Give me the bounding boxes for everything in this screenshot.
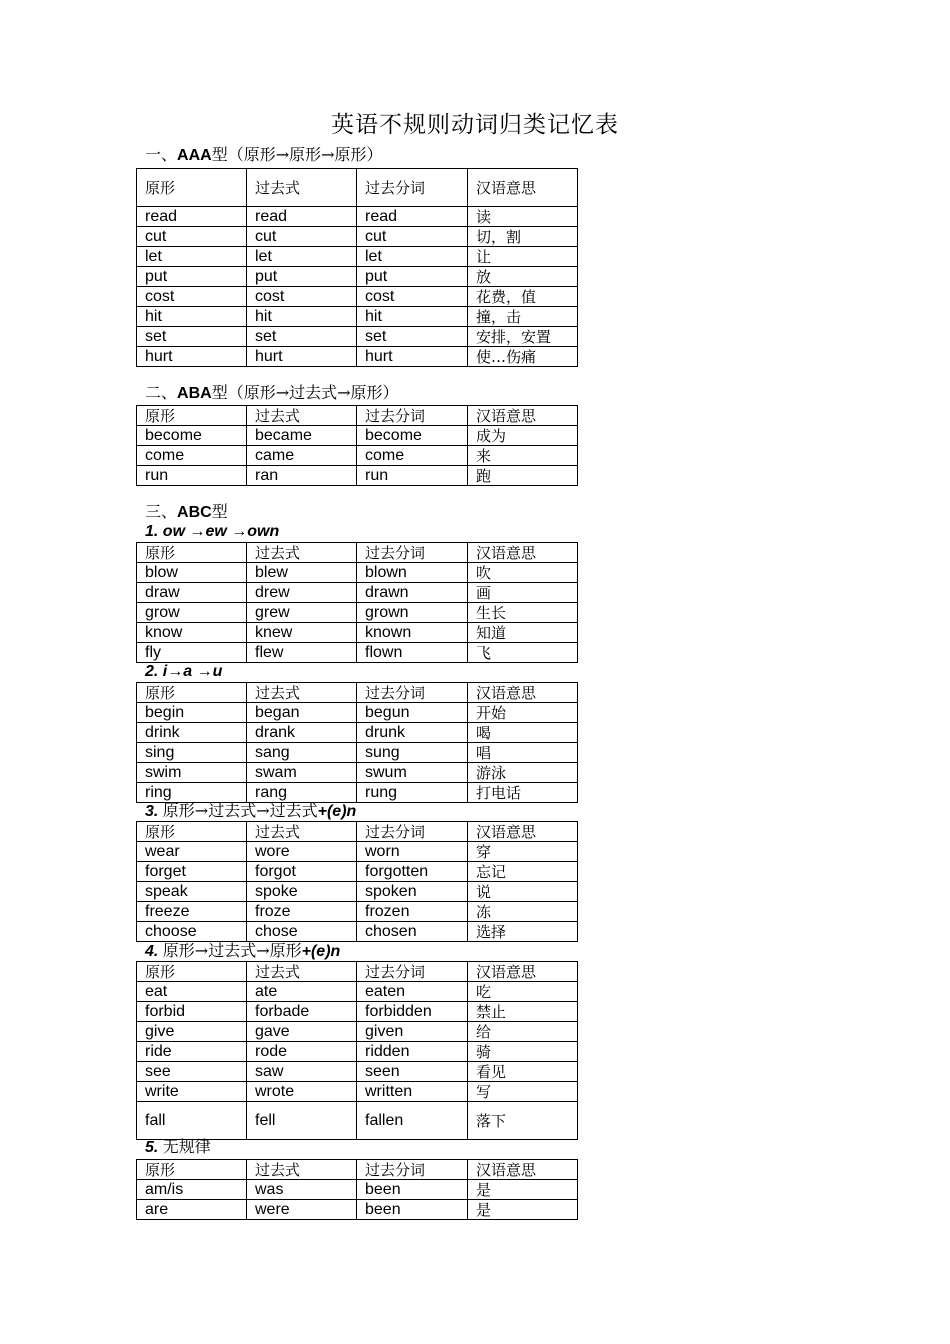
base-form-cell: sing [137,743,247,763]
past-tense-cell: chose [247,922,357,942]
column-header: 过去式 [247,169,357,207]
table-aaa [136,168,578,367]
past-participle-cell: forbidden [357,1002,468,1022]
table-row [137,1062,578,1082]
table-row [137,1022,578,1042]
past-participle-cell: eaten [357,982,468,1002]
base-form-cell: give [137,1022,247,1042]
table-row [137,563,578,583]
table-row [137,643,578,663]
column-header: 过去式 [247,406,357,426]
table-aba [136,405,578,486]
table-row [137,207,578,227]
past-participle-cell: drawn [357,583,468,603]
column-header: 原形 [137,1160,247,1180]
meaning-cell: 安排，安置 [468,327,578,347]
meaning-cell: 看见 [468,1062,578,1082]
past-tense-cell: became [247,426,357,446]
past-participle-cell: hit [357,307,468,327]
section-aba-code: ABA [177,385,212,402]
past-participle-cell: known [357,623,468,643]
meaning-cell: 撞，击 [468,307,578,327]
group-5-label [145,1137,211,1158]
meaning-cell: 选择 [468,922,578,942]
base-form-cell: fall [137,1102,247,1140]
past-tense-cell: saw [247,1062,357,1082]
group-5-number: 5. [145,1139,159,1156]
base-form-cell: cut [137,227,247,247]
past-participle-cell: read [357,207,468,227]
past-tense-cell: set [247,327,357,347]
past-tense-cell: grew [247,603,357,623]
group-4-pattern: 原形→过去式→原形 [162,941,302,960]
table-row [137,1180,578,1200]
header-row [137,406,578,426]
past-tense-cell: knew [247,623,357,643]
meaning-cell: 来 [468,446,578,466]
table-row [137,862,578,882]
base-form-cell: am/is [137,1180,247,1200]
base-form-cell: ride [137,1042,247,1062]
meaning-cell: 切，割 [468,227,578,247]
base-form-cell: forget [137,862,247,882]
section-aaa-heading [145,145,383,166]
meaning-cell: 让 [468,247,578,267]
column-header: 汉语意思 [468,683,578,703]
base-form-cell: are [137,1200,247,1220]
past-tense-cell: cost [247,287,357,307]
past-tense-cell: was [247,1180,357,1200]
past-tense-cell: hurt [247,347,357,367]
table-row [137,327,578,347]
meaning-cell: 画 [468,583,578,603]
column-header: 汉语意思 [468,822,578,842]
table-row [137,783,578,803]
table-row [137,347,578,367]
base-form-cell: set [137,327,247,347]
table-row [137,1102,578,1140]
meaning-cell: 是 [468,1200,578,1220]
header-row [137,1160,578,1180]
group-4-number: 4. [145,943,159,960]
section-aaa-suffix: 型（原形→原形→原形） [211,145,383,164]
group-5-pattern: 无规律 [162,1137,211,1156]
column-header: 原形 [137,406,247,426]
group-4-label [145,941,340,962]
meaning-cell: 成为 [468,426,578,446]
table-row [137,247,578,267]
table-group-5 [136,1159,578,1220]
section-aba-suffix: 型（原形→过去式→原形） [211,383,399,402]
group-2-label: 2. i→a →u [145,663,223,680]
past-participle-cell: seen [357,1062,468,1082]
past-participle-cell: let [357,247,468,267]
meaning-cell: 跑 [468,466,578,486]
meaning-cell: 穿 [468,842,578,862]
group-3-label [145,801,356,822]
table-row [137,466,578,486]
past-participle-cell: cut [357,227,468,247]
column-header: 过去分词 [357,543,468,563]
past-tense-cell: read [247,207,357,227]
meaning-cell: 落下 [468,1102,578,1140]
meaning-cell: 知道 [468,623,578,643]
column-header: 过去式 [247,543,357,563]
column-header: 过去分词 [357,169,468,207]
column-header: 过去分词 [357,406,468,426]
base-form-cell: hit [137,307,247,327]
past-participle-cell: become [357,426,468,446]
table-row [137,603,578,623]
base-form-cell: let [137,247,247,267]
past-participle-cell: fallen [357,1102,468,1140]
past-tense-cell: put [247,267,357,287]
column-header: 过去式 [247,962,357,982]
past-tense-cell: fell [247,1102,357,1140]
page-title: 英语不规则动词归类记忆表 [331,112,619,138]
base-form-cell: forbid [137,1002,247,1022]
past-tense-cell: flew [247,643,357,663]
base-form-cell: run [137,466,247,486]
past-participle-cell: chosen [357,922,468,942]
base-form-cell: swim [137,763,247,783]
base-form-cell: drink [137,723,247,743]
table-row [137,1200,578,1220]
past-tense-cell: drank [247,723,357,743]
column-header: 过去式 [247,1160,357,1180]
meaning-cell: 开始 [468,703,578,723]
column-header: 汉语意思 [468,962,578,982]
column-header: 汉语意思 [468,1160,578,1180]
base-form-cell: read [137,207,247,227]
column-header: 过去分词 [357,1160,468,1180]
column-header: 原形 [137,543,247,563]
table-group-1 [136,542,578,663]
past-tense-cell: spoke [247,882,357,902]
past-tense-cell: forgot [247,862,357,882]
group-1-label: 1. ow →ew →own [145,523,280,540]
column-header: 过去分词 [357,962,468,982]
past-tense-cell: sang [247,743,357,763]
past-participle-cell: flown [357,643,468,663]
past-participle-cell: come [357,446,468,466]
past-tense-cell: drew [247,583,357,603]
column-header: 汉语意思 [468,169,578,207]
column-header: 汉语意思 [468,406,578,426]
table-group-4 [136,961,578,1140]
meaning-cell: 使…伤痛 [468,347,578,367]
base-form-cell: eat [137,982,247,1002]
base-form-cell: speak [137,882,247,902]
past-tense-cell: rang [247,783,357,803]
group-3-pattern: 原形→过去式→过去式 [162,801,318,820]
column-header: 汉语意思 [468,543,578,563]
column-header: 原形 [137,962,247,982]
table-row [137,703,578,723]
header-row [137,683,578,703]
base-form-cell: blow [137,563,247,583]
table-row [137,1042,578,1062]
header-row [137,543,578,563]
past-participle-cell: drunk [357,723,468,743]
past-tense-cell: wrote [247,1082,357,1102]
past-tense-cell: let [247,247,357,267]
meaning-cell: 冻 [468,902,578,922]
column-header: 原形 [137,683,247,703]
column-header: 过去分词 [357,683,468,703]
past-tense-cell: blew [247,563,357,583]
past-participle-cell: been [357,1200,468,1220]
group-3-number: 3. [145,803,159,820]
section-aaa-code: AAA [177,147,212,164]
table-row [137,583,578,603]
past-participle-cell: been [357,1180,468,1200]
table-group-3 [136,821,578,942]
past-tense-cell: came [247,446,357,466]
base-form-cell: write [137,1082,247,1102]
column-header: 原形 [137,169,247,207]
base-form-cell: put [137,267,247,287]
base-form-cell: wear [137,842,247,862]
meaning-cell: 写 [468,1082,578,1102]
table-row [137,287,578,307]
base-form-cell: become [137,426,247,446]
meaning-cell: 游泳 [468,763,578,783]
meaning-cell: 是 [468,1180,578,1200]
section-abc-suffix: 型 [211,502,228,521]
header-row [137,822,578,842]
past-tense-cell: wore [247,842,357,862]
header-row [137,962,578,982]
meaning-cell: 喝 [468,723,578,743]
meaning-cell: 生长 [468,603,578,623]
table-row [137,842,578,862]
base-form-cell: fly [137,643,247,663]
column-header: 过去分词 [357,822,468,842]
past-tense-cell: rode [247,1042,357,1062]
column-header: 原形 [137,822,247,842]
table-row [137,1082,578,1102]
table-row [137,446,578,466]
base-form-cell: ring [137,783,247,803]
past-participle-cell: cost [357,287,468,307]
table-row [137,763,578,783]
past-tense-cell: froze [247,902,357,922]
column-header: 过去式 [247,683,357,703]
table-row [137,922,578,942]
section-abc-prefix: 三、 [145,502,178,521]
meaning-cell: 读 [468,207,578,227]
section-abc-code: ABC [177,504,212,521]
meaning-cell: 吃 [468,982,578,1002]
past-participle-cell: grown [357,603,468,623]
column-header: 过去式 [247,822,357,842]
past-tense-cell: gave [247,1022,357,1042]
past-participle-cell: forgotten [357,862,468,882]
table-row [137,267,578,287]
meaning-cell: 花费，值 [468,287,578,307]
base-form-cell: come [137,446,247,466]
table-row [137,882,578,902]
section-aaa-prefix: 一、 [145,145,178,164]
section-aba-heading [145,383,399,404]
table-row [137,426,578,446]
table-row [137,902,578,922]
past-tense-cell: began [247,703,357,723]
past-participle-cell: rung [357,783,468,803]
table-row [137,623,578,643]
table-row [137,982,578,1002]
table-row [137,1002,578,1022]
base-form-cell: draw [137,583,247,603]
table-row [137,743,578,763]
base-form-cell: freeze [137,902,247,922]
past-tense-cell: were [247,1200,357,1220]
past-participle-cell: spoken [357,882,468,902]
table-group-2 [136,682,578,803]
meaning-cell: 骑 [468,1042,578,1062]
group-4-tail: +(e)n [301,943,341,960]
past-tense-cell: ran [247,466,357,486]
group-3-tail: +(e)n [317,803,357,820]
meaning-cell: 给 [468,1022,578,1042]
past-tense-cell: swam [247,763,357,783]
table-row [137,227,578,247]
meaning-cell: 说 [468,882,578,902]
base-form-cell: cost [137,287,247,307]
header-row [137,169,578,207]
base-form-cell: grow [137,603,247,623]
past-tense-cell: hit [247,307,357,327]
past-participle-cell: blown [357,563,468,583]
past-participle-cell: sung [357,743,468,763]
base-form-cell: choose [137,922,247,942]
meaning-cell: 放 [468,267,578,287]
past-participle-cell: worn [357,842,468,862]
past-participle-cell: run [357,466,468,486]
meaning-cell: 飞 [468,643,578,663]
table-row [137,307,578,327]
past-tense-cell: forbade [247,1002,357,1022]
base-form-cell: know [137,623,247,643]
past-participle-cell: ridden [357,1042,468,1062]
meaning-cell: 打电话 [468,783,578,803]
section-abc-heading [145,502,228,523]
base-form-cell: hurt [137,347,247,367]
meaning-cell: 忘记 [468,862,578,882]
table-row [137,723,578,743]
past-participle-cell: swum [357,763,468,783]
meaning-cell: 禁止 [468,1002,578,1022]
past-participle-cell: given [357,1022,468,1042]
past-tense-cell: ate [247,982,357,1002]
base-form-cell: see [137,1062,247,1082]
meaning-cell: 吹 [468,563,578,583]
past-participle-cell: written [357,1082,468,1102]
meaning-cell: 唱 [468,743,578,763]
past-tense-cell: cut [247,227,357,247]
section-aba-prefix: 二、 [145,383,178,402]
past-participle-cell: frozen [357,902,468,922]
past-participle-cell: set [357,327,468,347]
past-participle-cell: begun [357,703,468,723]
past-participle-cell: put [357,267,468,287]
past-participle-cell: hurt [357,347,468,367]
base-form-cell: begin [137,703,247,723]
